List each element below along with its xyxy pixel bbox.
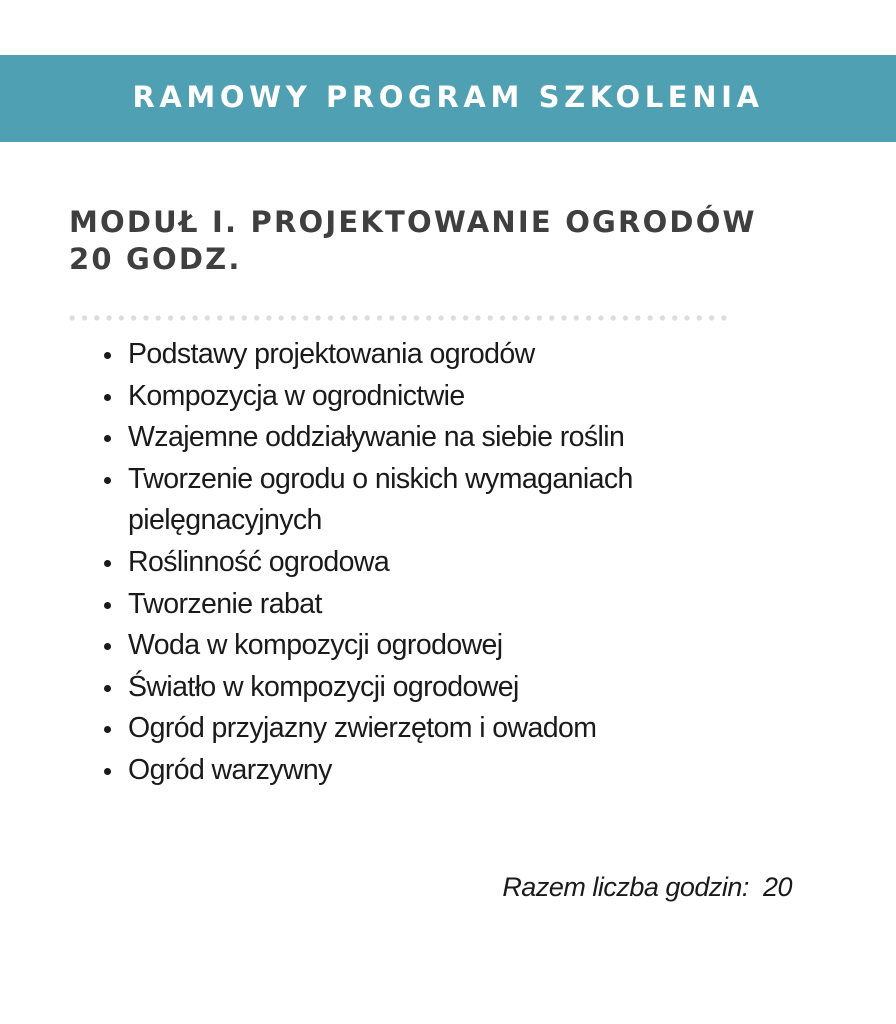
list-item-label: Woda w kompozycji ogrodowej — [128, 629, 503, 662]
bullet-icon — [104, 352, 111, 359]
total-hours — [502, 872, 792, 903]
topic-list — [104, 334, 744, 792]
list-item-label: Tworzenie ogrodu o niskich wymaganiach pielęgnacyjnych — [128, 462, 633, 537]
dotted-divider — [66, 314, 730, 322]
list-item-label: Podstawy projektowania ogrodów — [128, 338, 535, 370]
list-item-label: Tworzenie rabat — [128, 587, 322, 620]
module-title-line1: MODUŁ I. PROJEKTOWANIE OGRODÓW — [69, 205, 757, 239]
banner-title: RAMOWY PROGRAM SZKOLENIA — [132, 79, 764, 114]
bullet-icon — [104, 643, 111, 650]
list-item-label: Ogród przyjazny zwierzętom i owadom — [128, 712, 597, 745]
list-item — [104, 750, 744, 792]
bullet-icon — [104, 560, 111, 567]
module-hours: 20 GODZ. — [69, 242, 242, 276]
module-title — [69, 204, 829, 278]
list-item — [104, 542, 744, 584]
list-item — [104, 625, 744, 667]
bullet-icon — [104, 685, 111, 692]
list-item-label: Kompozycja w ogrodnictwie — [128, 379, 465, 412]
list-item — [104, 667, 744, 709]
total-hours-label: Razem liczba godzin: — [502, 872, 749, 902]
bullet-icon — [104, 477, 111, 484]
list-item-label: Ogród warzywny — [128, 753, 332, 786]
total-hours-value: 20 — [762, 872, 792, 902]
list-item — [104, 334, 744, 376]
bullet-icon — [104, 435, 111, 442]
bullet-icon — [104, 602, 111, 609]
list-item-label: Światło w kompozycji ogrodowej — [128, 670, 519, 703]
list-item — [104, 708, 744, 750]
list-item — [104, 417, 744, 459]
list-item-label: Roślinność ogrodowa — [128, 545, 390, 578]
bullet-icon — [104, 726, 111, 733]
bullet-icon — [104, 394, 111, 401]
list-item — [104, 459, 688, 542]
header-banner — [0, 55, 896, 142]
list-item — [104, 376, 744, 418]
bullet-icon — [104, 768, 111, 775]
list-item-label: Wzajemne oddziaływanie na siebie roślin — [128, 421, 625, 454]
list-item — [104, 584, 744, 626]
